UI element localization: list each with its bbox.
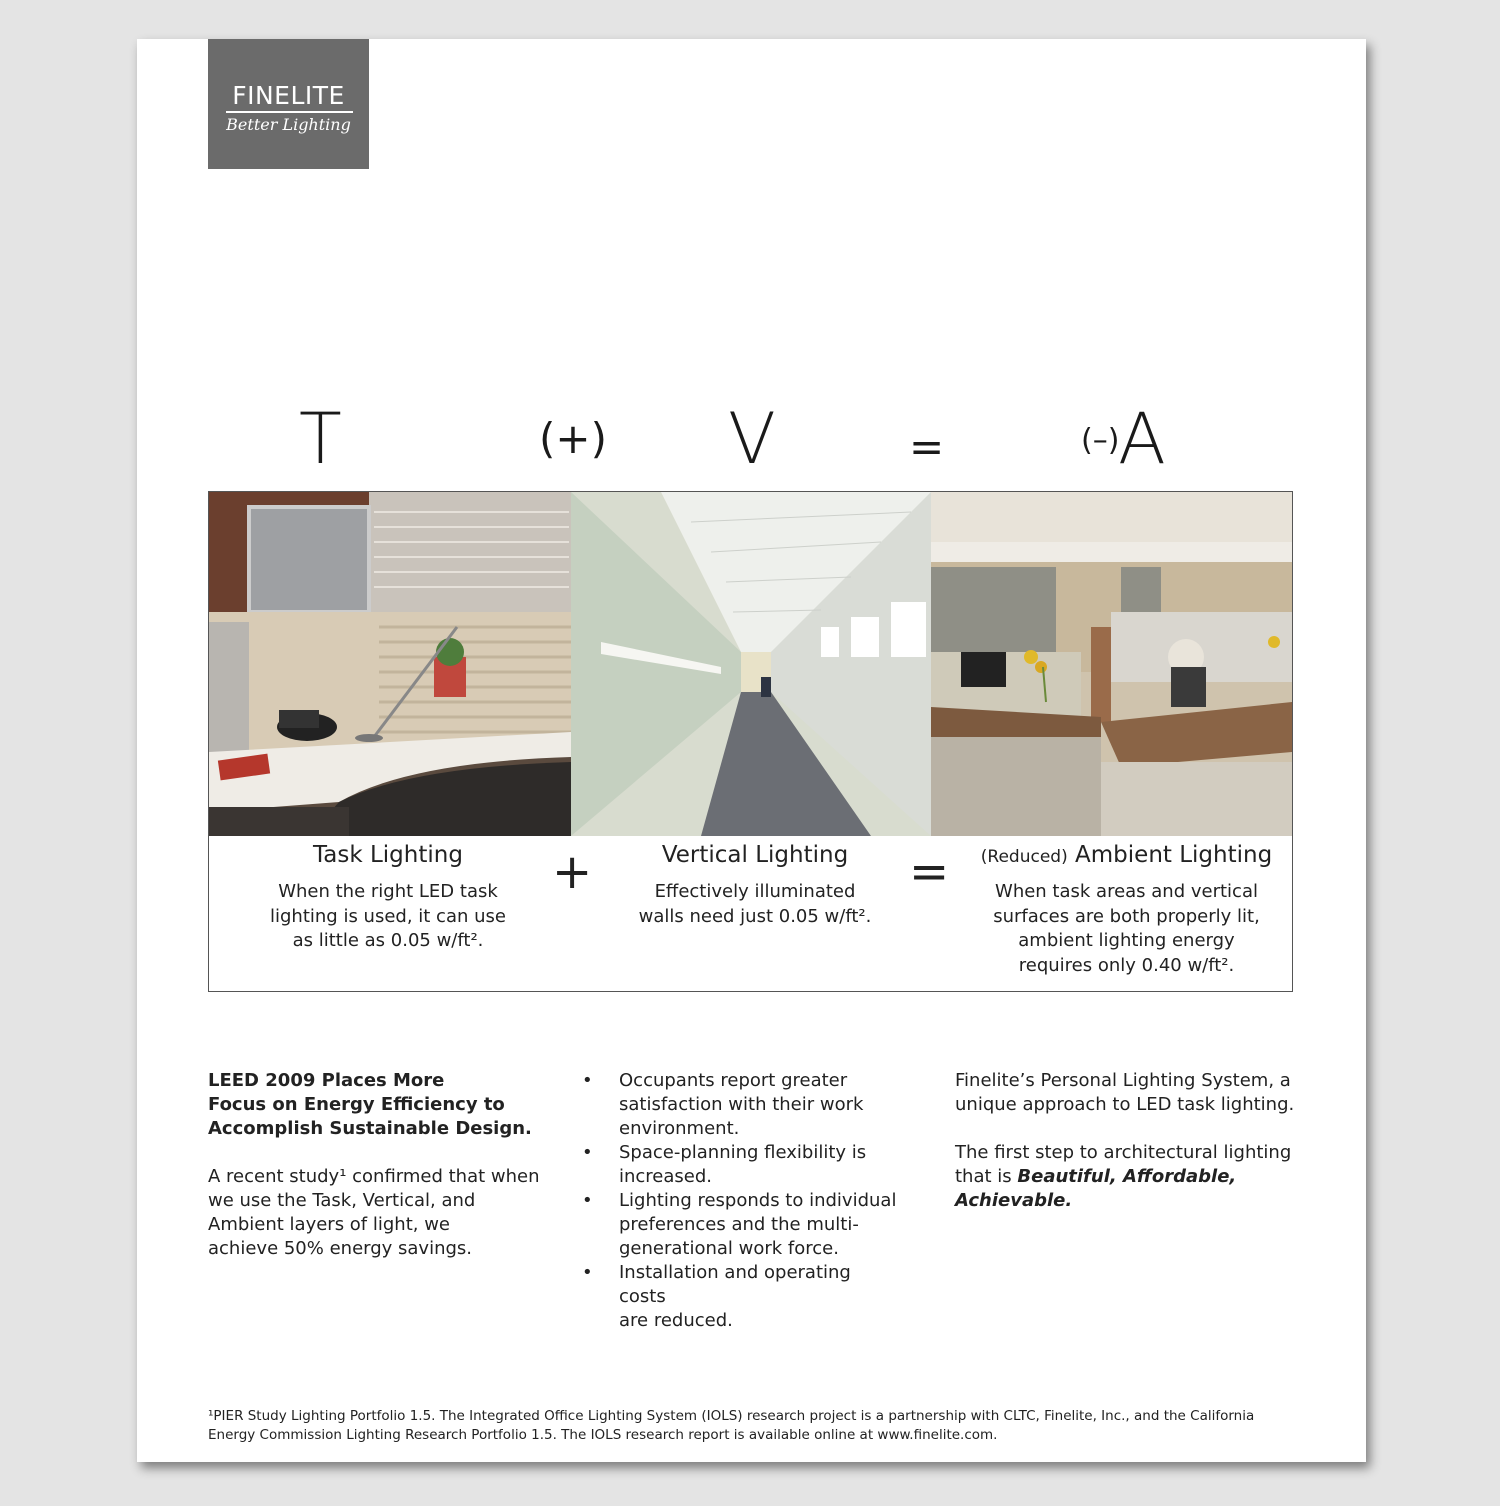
task-desc-line: as little as 0.05 w/ft². — [292, 930, 484, 951]
body-line: we use the Task, Vertical, and — [208, 1190, 476, 1211]
footnote-line: Energy Commission Lighting Research Portfolio 1.5. The IOLS research report is available online at www.finelite.com. — [208, 1427, 998, 1443]
list-item — [582, 1189, 902, 1261]
leed-heading — [208, 1069, 548, 1141]
leed-body — [208, 1165, 548, 1261]
logo-name: FINELITE — [232, 81, 345, 110]
vertical-lighting-description — [571, 880, 939, 929]
benefits-column — [582, 1069, 902, 1333]
ambient-desc-line: requires only 0.40 w/ft². — [1018, 954, 1235, 976]
plus-operator: + — [552, 844, 593, 900]
bullet-line: • Installation and operating costs — [619, 1262, 851, 1307]
bullet-line: • Occupants report greater — [619, 1070, 848, 1091]
logo-tagline: Better Lighting — [226, 115, 351, 134]
reduced-prefix: (Reduced) — [980, 847, 1068, 867]
bullet-line: • Space-planning flexibility is — [619, 1142, 867, 1163]
list-item — [582, 1261, 902, 1333]
equation-plus: (+) — [539, 414, 607, 463]
ambient-lighting-title — [954, 842, 1299, 868]
footnote — [208, 1407, 1298, 1445]
vertical-desc-line: Effectively illuminated — [654, 881, 856, 902]
footnote-line: ¹PIER Study Lighting Portfolio 1.5. The Integrated Office Lighting System (IOLS) research project is a partnership with CLTC, Finelite, Inc., and the California — [208, 1408, 1255, 1424]
personal-lighting-column — [955, 1069, 1295, 1237]
first-step-paragraph — [955, 1141, 1295, 1213]
logo-divider — [226, 111, 353, 113]
personal-lighting-intro — [955, 1069, 1295, 1117]
bullet-line: environment. — [619, 1118, 740, 1139]
task-desc-line: lighting is used, it can use — [270, 905, 506, 927]
heading-line: Accomplish Sustainable Design. — [208, 1118, 532, 1139]
heading-line: LEED 2009 Places More — [208, 1070, 445, 1091]
bullet-line: • Lighting responds to individual — [619, 1190, 897, 1211]
ambient-desc-line: ambient lighting energy — [1018, 930, 1235, 951]
ambient-lighting-description — [954, 880, 1299, 978]
emphasis-text: Achievable. — [955, 1190, 1073, 1211]
task-lighting-title: Task Lighting — [313, 842, 463, 868]
bullet-line: increased. — [619, 1166, 713, 1187]
task-lighting-description — [209, 880, 567, 954]
body-line: A recent study¹ confirmed that when — [208, 1166, 540, 1187]
body-line: Ambient layers of light, we — [208, 1214, 450, 1235]
equation-v: V — [728, 398, 776, 480]
task-lighting-photo — [209, 492, 571, 836]
vertical-lighting-title: Vertical Lighting — [661, 842, 849, 868]
list-item — [582, 1069, 902, 1141]
lighting-panel — [208, 491, 1293, 992]
list-item — [582, 1141, 902, 1189]
ambient-desc-line: When task areas and vertical — [995, 881, 1258, 902]
heading-line: Focus on Energy Efficiency to — [208, 1094, 505, 1115]
first-step-line: that is — [955, 1166, 1012, 1187]
bullet-line: are reduced. — [619, 1310, 733, 1331]
vertical-desc-line: walls need just 0.05 w/ft². — [638, 905, 872, 927]
equation-a: A — [1118, 398, 1166, 480]
bullet-line: generational work force. — [619, 1238, 839, 1259]
intro-line: unique approach to LED task lighting. — [955, 1094, 1295, 1115]
finelite-logo — [208, 39, 369, 169]
vertical-lighting-photo — [571, 492, 931, 836]
ambient-lighting-photo — [931, 492, 1292, 836]
document-page — [137, 39, 1366, 1462]
equation-t: T — [299, 398, 342, 480]
leed-column — [208, 1069, 548, 1285]
benefits-list — [582, 1069, 902, 1333]
body-line: achieve 50% energy savings. — [208, 1238, 473, 1259]
ambient-desc-line: surfaces are both properly lit, — [993, 905, 1260, 927]
equation-equals: = — [909, 422, 945, 471]
equation-minus: (–) — [1081, 423, 1120, 458]
first-step-line: The first step to architectural lighting — [955, 1142, 1292, 1163]
bullet-line: satisfaction with their work — [619, 1094, 864, 1115]
emphasis-text: Beautiful, Affordable, — [1017, 1166, 1237, 1187]
bullet-line: preferences and the multi- — [619, 1214, 859, 1235]
ambient-title-text: Ambient Lighting — [1075, 842, 1273, 868]
equals-operator: = — [909, 844, 950, 900]
intro-line: Finelite’s Personal Lighting System, a — [955, 1070, 1291, 1091]
task-desc-line: When the right LED task — [278, 881, 498, 902]
